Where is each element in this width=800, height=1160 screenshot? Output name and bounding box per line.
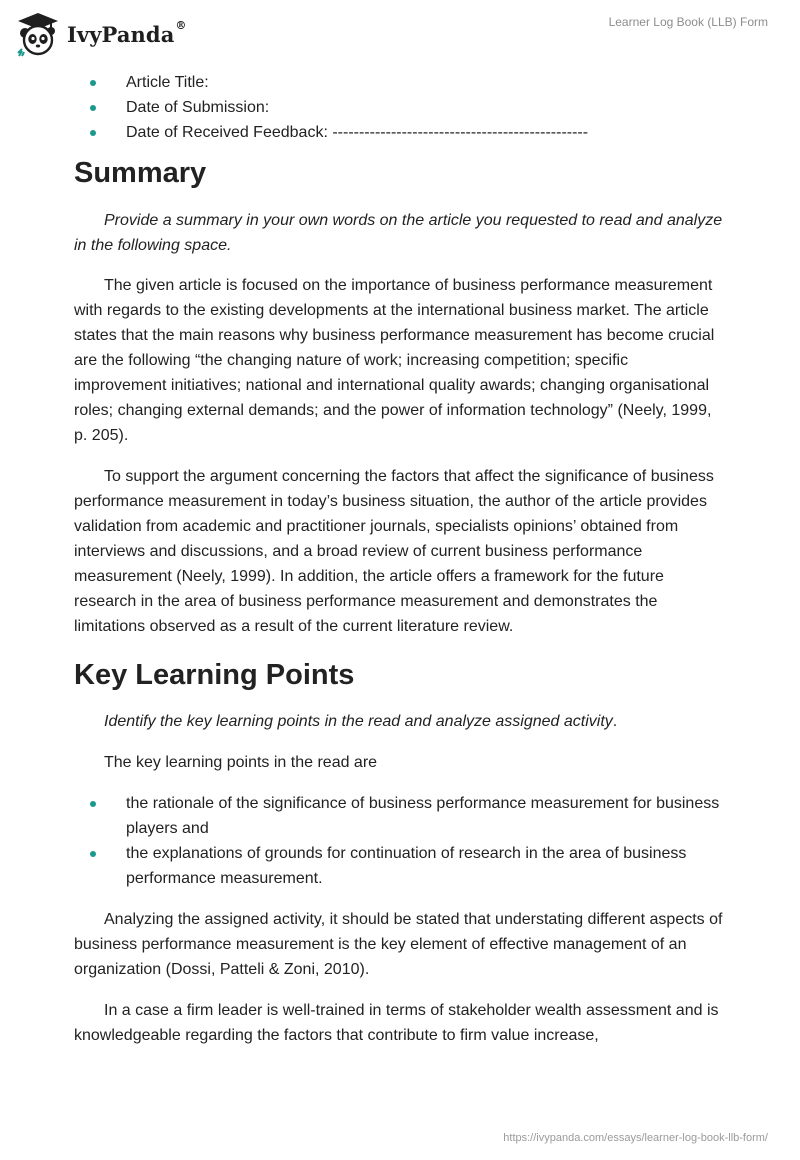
list-item: Article Title:	[74, 70, 724, 95]
bullet-dot-icon	[90, 130, 96, 136]
key-learning-intro: The key learning points in the read are	[104, 754, 378, 771]
list-item: Date of Received Feedback: ------------------------------------------------	[74, 120, 724, 145]
summary-instruction: Provide a summary in your own words on the article you requested to read and analyze in the following space.	[74, 212, 723, 254]
logo-wordmark: IvyPanda®	[67, 18, 187, 47]
source-url[interactable]: https://ivypanda.com/essays/learner-log-book-llb-form/	[503, 1132, 768, 1144]
article-info-list	[74, 70, 724, 145]
panda-logo-icon	[14, 9, 62, 57]
page-header	[0, 0, 800, 64]
summary-paragraph: To support the argument concerning the factors that affect the significance of business performance measurement in today’s business situation, the author of the article provides validation from academic and practitioner journals, specialists opinions’ obtained from interviews and discussions, and a broad review of current business performance measurement (Neely, 1999). In addition, the article offers a framework for the future research in the area of business performance measurement and demonstrates the limitations observed as a result of the current literature review.	[74, 468, 714, 635]
key-learning-list	[74, 791, 724, 891]
key-learning-instruction: Identify the key learning points in the read and analyze assigned activity.	[104, 713, 618, 730]
summary-heading: Summary	[74, 157, 207, 189]
essay-content	[74, 70, 724, 1048]
summary-paragraph: The given article is focused on the importance of business performance measurement with regards to the existing developments at the international business market. The article states that the main reasons why business performance measurement has become crucial are the following “the changing nature of work; increasing competition; specific improvement initiatives; national and international quality awards; changing organisational roles; changing external demands; and the power of information technology” (Neely, 1999, p. 205).	[74, 277, 715, 444]
document-title: Learner Log Book (LLB) Form	[608, 15, 768, 29]
bullet-dot-icon	[90, 105, 96, 111]
bullet-dot-icon	[90, 801, 96, 807]
bullet-dot-icon	[90, 851, 96, 857]
analysis-paragraph: Analyzing the assigned activity, it should be stated that understating different aspects of business performance measurement is the key element of effective management of an organization (Dossi, Patteli & Zoni, 2010).	[74, 911, 723, 978]
analysis-paragraph: In a case a firm leader is well-trained in terms of stakeholder wealth assessment and is knowledgeable regarding the factors that contribute to firm value increase,	[74, 1002, 719, 1044]
logo[interactable]	[14, 9, 187, 57]
list-item: the explanations of grounds for continuation of research in the area of business performance measurement.	[74, 841, 724, 891]
list-item: Date of Submission:	[74, 95, 724, 120]
bullet-dot-icon	[90, 80, 96, 86]
key-learning-heading: Key Learning Points	[74, 659, 355, 691]
list-item: the rationale of the significance of business performance measurement for business players and	[74, 791, 724, 841]
